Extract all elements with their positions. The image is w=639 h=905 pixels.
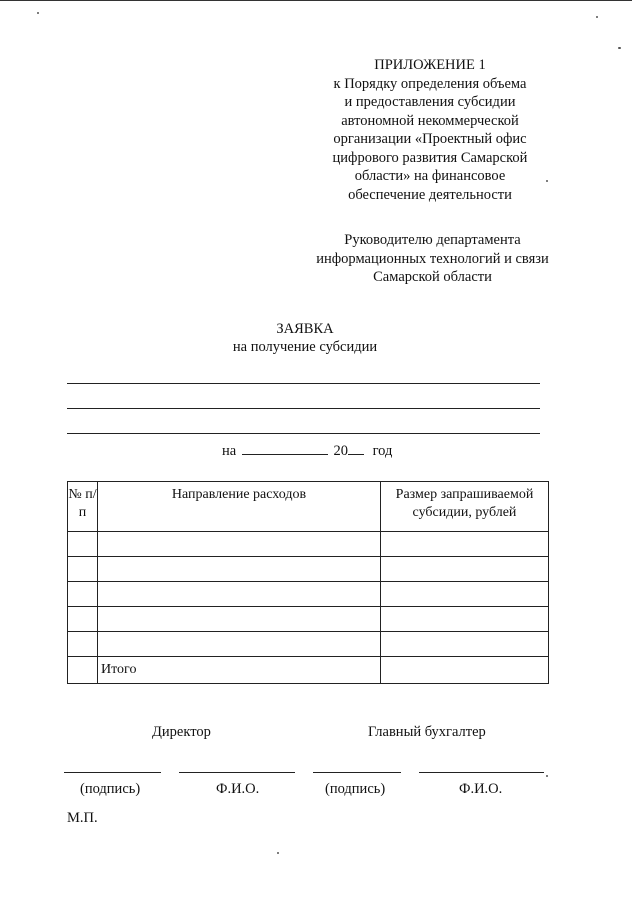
document-subtitle: на получение субсидии (232, 339, 378, 355)
period-blank[interactable] (242, 441, 328, 455)
director-name-caption: Ф.И.О. (216, 781, 260, 797)
document-title: ЗАЯВКА (276, 321, 334, 337)
column-header-direction: Направление расходов (98, 482, 381, 532)
table-cell[interactable] (98, 632, 381, 657)
scan-speck (277, 852, 279, 854)
year-blank[interactable] (348, 441, 364, 455)
scan-speck (546, 180, 548, 182)
scan-speck (546, 775, 548, 777)
table-cell[interactable] (98, 557, 381, 582)
recipient-line: информационных технологий и связи (316, 250, 549, 267)
annex-line: обеспечение деятельности (348, 186, 512, 203)
accountant-signature-caption: (подпись) (325, 781, 386, 797)
table-row (68, 607, 549, 632)
table-cell[interactable] (68, 632, 98, 657)
director-signature-line[interactable] (64, 772, 161, 773)
scan-speck (618, 47, 621, 49)
table-cell[interactable] (68, 532, 98, 557)
annex-line: автономной некоммерческой (341, 112, 519, 129)
total-label: Итого (98, 657, 381, 684)
table-row (68, 632, 549, 657)
table-header-row (68, 482, 549, 532)
total-amount-cell[interactable] (381, 657, 549, 684)
accountant-label: Главный бухгалтер (368, 724, 486, 740)
period-year-prefix: 20 (333, 443, 348, 459)
period-suffix: год (372, 443, 393, 459)
table-cell[interactable] (381, 532, 549, 557)
recipient-block (300, 231, 565, 287)
accountant-name-line[interactable] (419, 772, 544, 773)
table-cell[interactable] (68, 607, 98, 632)
director-signature-caption: (подпись) (80, 781, 141, 797)
table-cell[interactable] (98, 607, 381, 632)
recipient-line: Руководителю департамента (344, 232, 521, 248)
annex-title: ПРИЛОЖЕНИЕ 1 (374, 57, 486, 73)
table-cell[interactable] (381, 582, 549, 607)
table-cell[interactable] (381, 632, 549, 657)
table-row (68, 532, 549, 557)
annex-line: цифрового развития Самарской (332, 149, 528, 166)
period-line (222, 441, 392, 460)
table-cell[interactable] (381, 557, 549, 582)
table-row (68, 582, 549, 607)
accountant-signature-line[interactable] (313, 772, 401, 773)
table-cell[interactable] (68, 582, 98, 607)
column-header-number: № п/п (68, 482, 98, 532)
annex-line: организации «Проектный офис (333, 131, 527, 147)
period-prefix: на (222, 443, 237, 459)
table-cell[interactable] (68, 657, 98, 684)
director-label: Директор (152, 724, 211, 740)
applicant-fill-line[interactable] (67, 408, 540, 409)
stamp-place-label: М.П. (67, 810, 98, 826)
document-heading (200, 320, 410, 356)
table-row (68, 557, 549, 582)
table-cell[interactable] (98, 532, 381, 557)
applicant-fill-line[interactable] (67, 433, 540, 434)
table-cell[interactable] (98, 582, 381, 607)
scan-speck (596, 16, 598, 18)
annex-line: области» на финансовое (354, 168, 506, 184)
accountant-name-caption: Ф.И.О. (459, 781, 503, 797)
annex-block (300, 56, 560, 204)
table-total-row (68, 657, 549, 684)
table-cell[interactable] (381, 607, 549, 632)
column-header-amount: Размер запрашиваемой субсидии, рублей (381, 482, 549, 532)
annex-line: к Порядку определения объема (333, 75, 527, 92)
director-name-line[interactable] (179, 772, 295, 773)
recipient-line: Самарской области (373, 269, 492, 285)
annex-line: и предоставления субсидии (344, 94, 516, 110)
expense-table (67, 481, 549, 684)
scan-top-edge (0, 0, 632, 1)
applicant-fill-line[interactable] (67, 383, 540, 384)
scan-speck (37, 12, 39, 14)
table-cell[interactable] (68, 557, 98, 582)
